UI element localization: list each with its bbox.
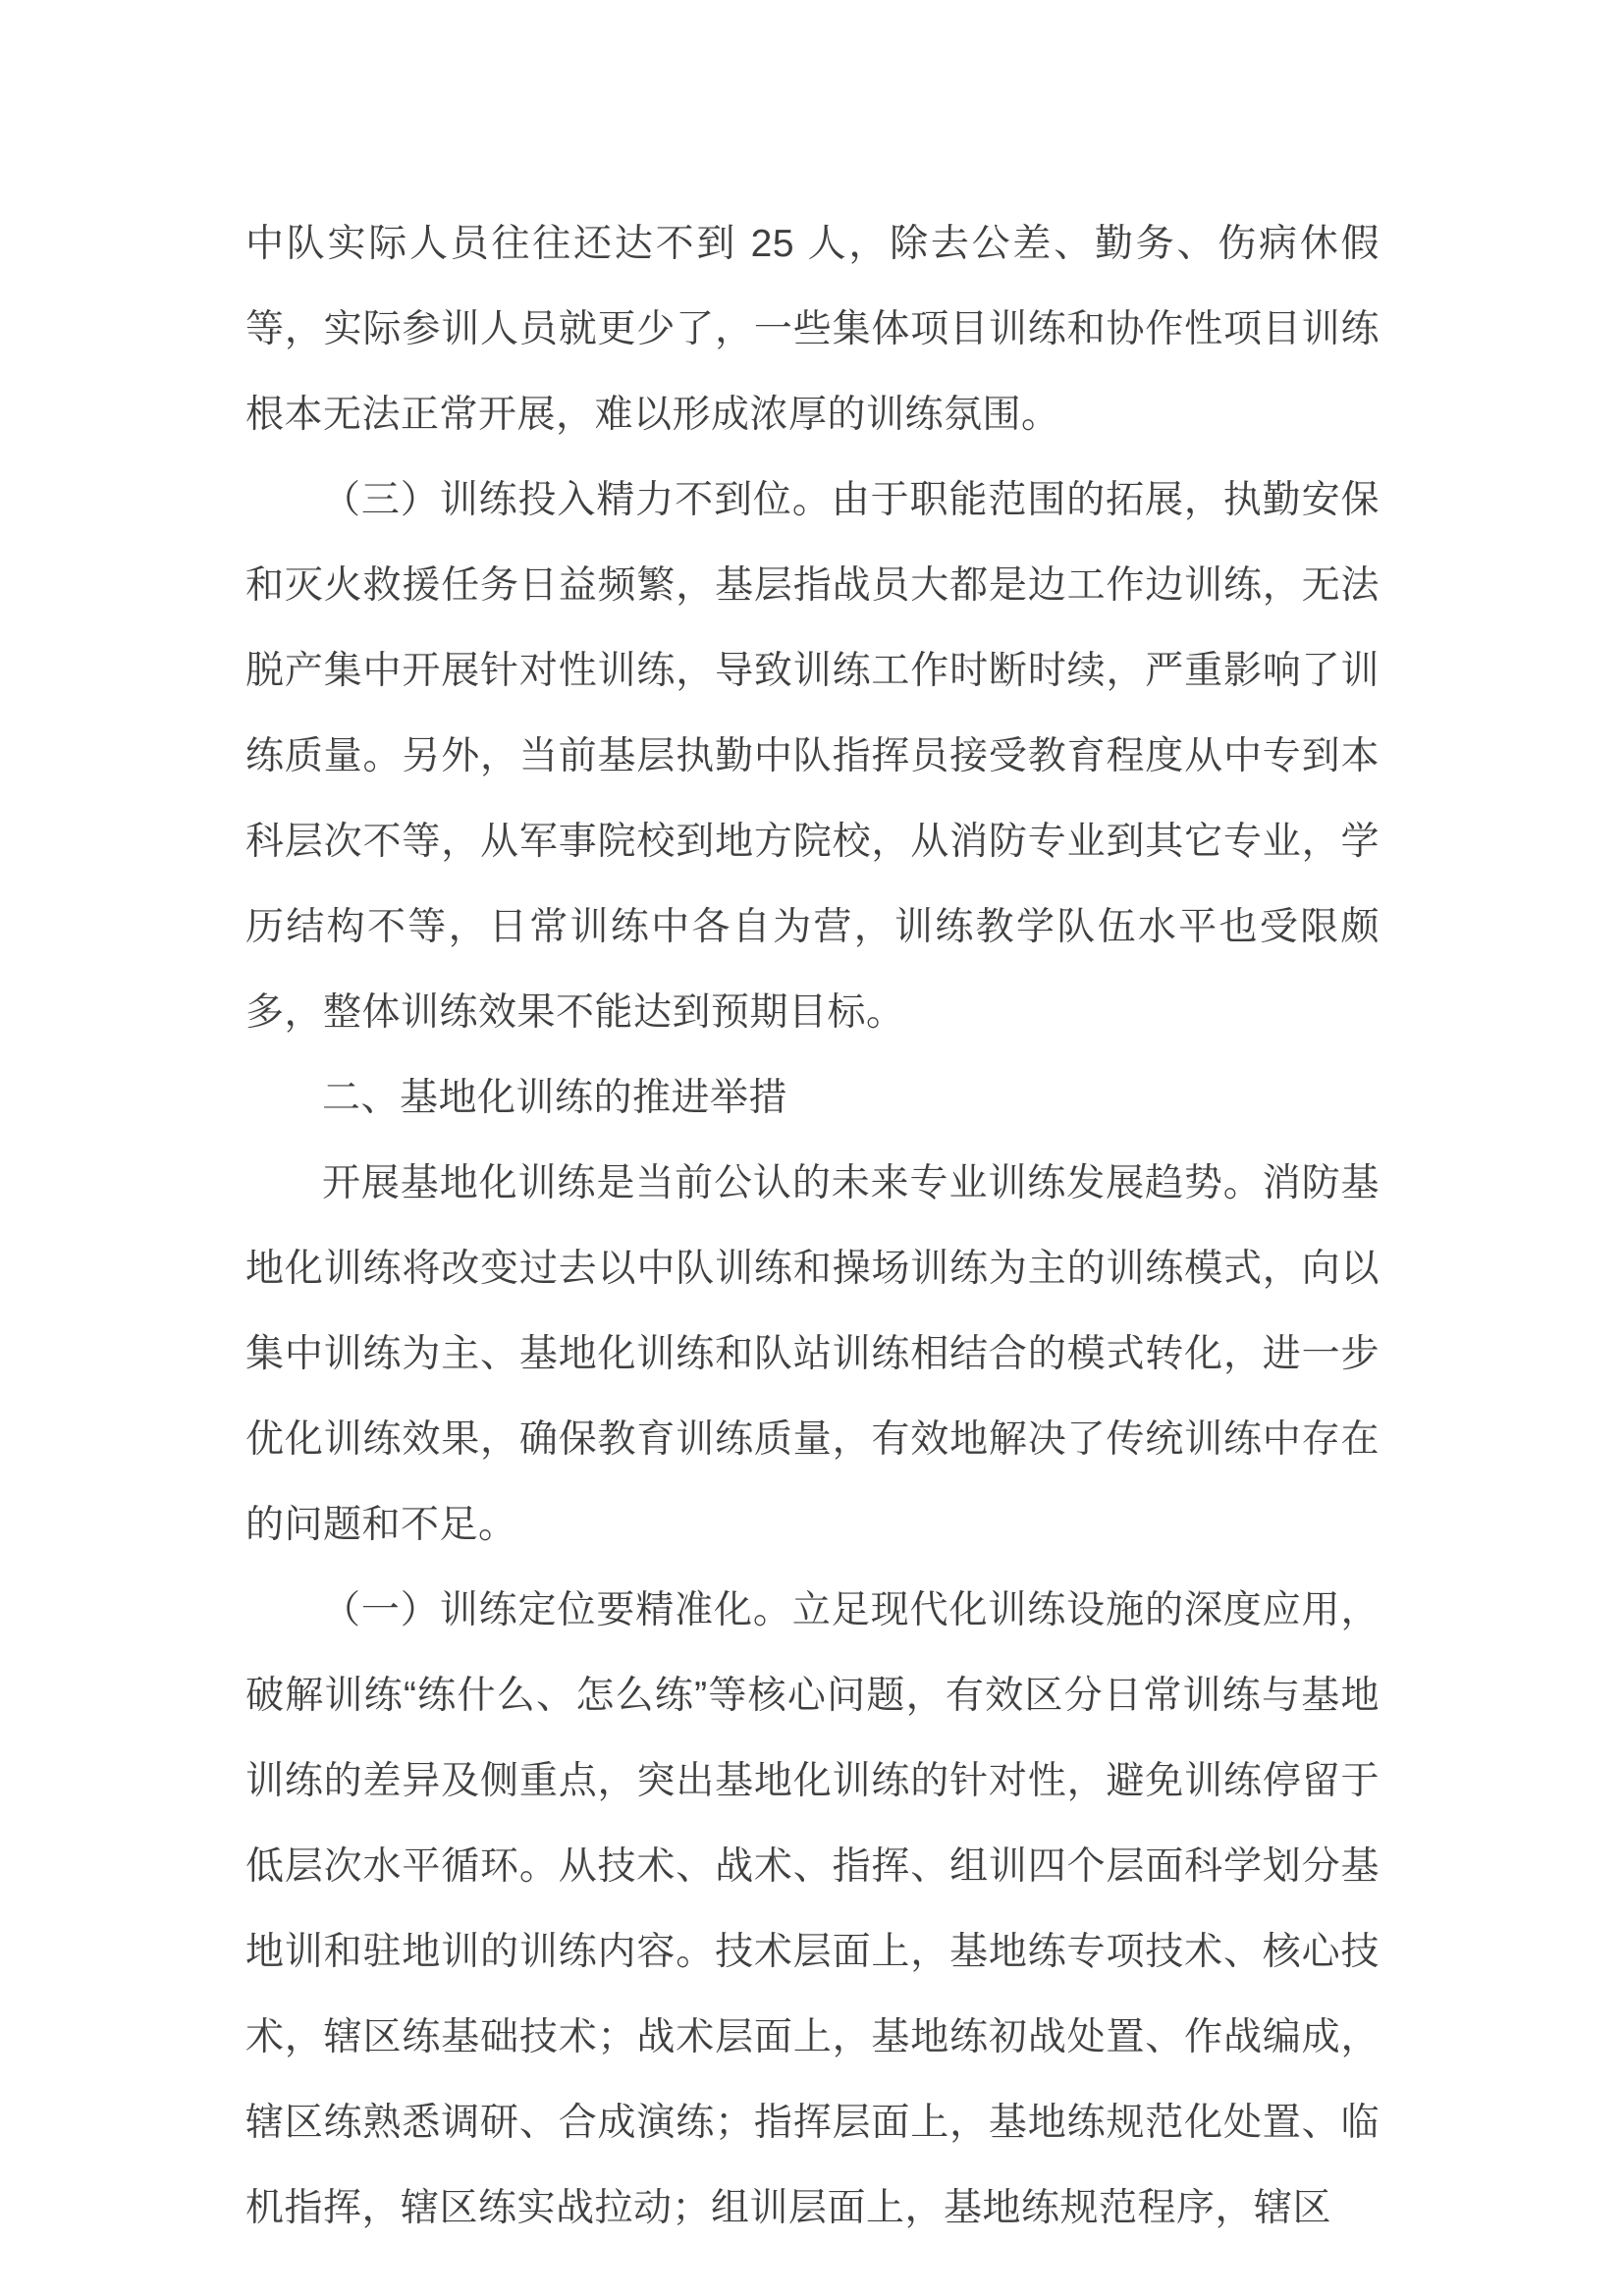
paragraph: （一）训练定位要精准化。立足现代化训练设施的深度应用，破解训练“练什么、怎么练”等核心问题，有效区分日常训练与基地训练的差异及侧重点，突出基地化训练的针对性，避免训练停留于低层次水平循环。从技术、战术、指挥、组训四个层面科学划分基地训和驻地训的训练内容。技术层面上，基地练专项技术、核心技术，辖区练基础技术；战术层面上，基地练初战处置、作战编成，辖区练熟悉调研、合成演练；指挥层面上，基地练规范化处置、临机指挥，辖区练实战拉动；组训层面上，基地练规范程序，辖区: [245, 1589, 1380, 2229]
paragraph: 二、基地化训练的推进举措: [322, 1077, 788, 1119]
paragraph-list: [245, 201, 1380, 2251]
paragraph: 中队实际人员往往还达不到 25 人，除去公差、勤务、伤病休假等，实际参训人员就更少了，一些集体项目训练和协作性项目训练根本无法正常开展，难以形成浓厚的训练氛围。: [245, 223, 1380, 436]
paragraph: 开展基地化训练是当前公认的未来专业训练发展趋势。消防基地化训练将改变过去以中队训练和操场训练为主的训练模式，向以集中训练为主、基地化训练和队站训练相结合的模式转化，进一步优化训练效果，确保教育训练质量，有效地解决了传统训练中存在的问题和不足。: [245, 1162, 1380, 1546]
document-text-block: [245, 201, 1380, 2251]
paragraph: （三）训练投入精力不到位。由于职能范围的拓展，执勤安保和灭火救援任务日益频繁，基层指战员大都是边工作边训练，无法脱产集中开展针对性训练，导致训练工作时断时续，严重影响了训练质量。另外，当前基层执勤中队指挥员接受教育程度从中专到本科层次不等，从军事院校到地方院校，从消防专业到其它专业，学历结构不等，日常训练中各自为营，训练教学队伍水平也受限颇多，整体训练效果不能达到预期目标。: [245, 479, 1380, 1034]
